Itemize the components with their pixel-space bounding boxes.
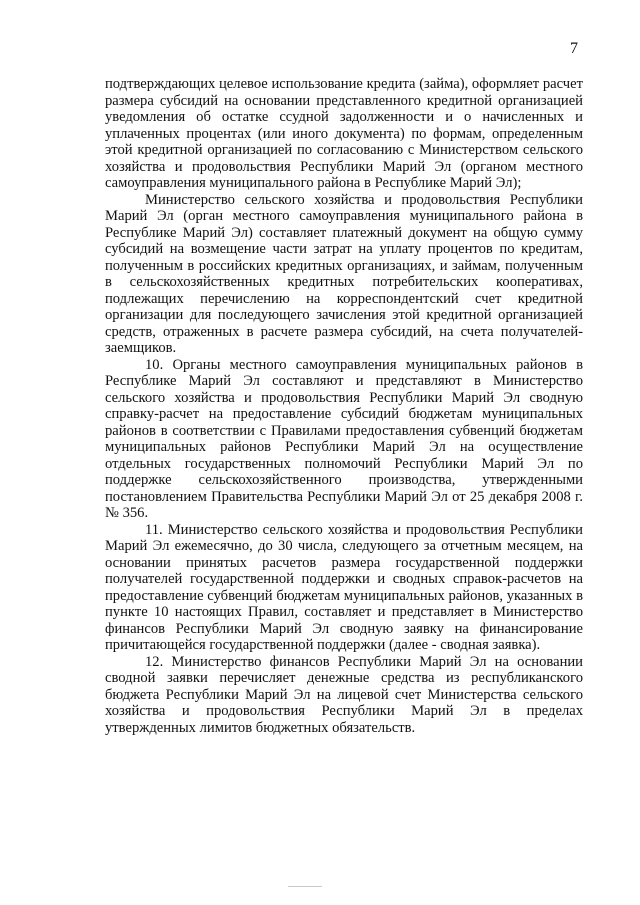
paragraph-payment-document: Министерство сельского хозяйства и продовольствия Республики Марий Эл (орган местного самоуправления муниципального района в Республике Марий Эл) составляет платежный документ на общую сумму субсидий на возмещение части затрат на уплату процентов по кредитам, полученным в российских кредитных организациях, и займам, полученным в сельскохозяйственных кредитных потребительских кооперативах, подлежащих перечислению на корреспондентский счет кредитной организации для последующего зачисления этой кредитной организацией средств, отраженных в расчете размера субсидий, на счета получателей-заемщиков. xyxy=(105,191,583,356)
paragraph-item-11: 11. Министерство сельского хозяйства и продовольствия Республики Марий Эл ежемесячно, до 30 числа, следующего за отчетным месяцем, на основании принятых расчетов размера государственной поддержки получателей государственной поддержки и сводных справок-расчетов на предоставление субвенций бюджетам муниципальных районов, указанных в пункте 10 настоящих Правил, составляет и представляет в Министерство финансов Республики Марий Эл сводную заявку на финансирование причитающейся государственной поддержки (далее - сводная заявка). xyxy=(105,521,583,653)
paragraph-item-12: 12. Министерство финансов Республики Марий Эл на основании сводной заявки перечисляет денежные средства из республиканского бюджета Республики Марий Эл на лицевой счет Министерства сельского хозяйства и продовольствия Республики Марий Эл в пределах утвержденных лимитов бюджетных обязательств. xyxy=(105,653,583,736)
scan-artifact xyxy=(288,886,322,887)
paragraph-continuation: подтверждающих целевое использование кредита (займа), оформляет расчет размера субсидий на основании представленного кредитной организацией уведомления об остатке ссудной задолженности и о начисленных и уплаченных процентах (или иного документа) по формам, определенным этой кредитной организацией по согласованию с Министерством сельского хозяйства и продовольствия Республики Марий Эл (органом местного самоуправления муниципального района в Республике Марий Эл); xyxy=(105,76,583,191)
paragraph-item-10: 10. Органы местного самоуправления муниципальных районов в Республике Марий Эл составляют и представляют в Министерство сельского хозяйства и продовольствия Республики Марий Эл сводную справку-расчет на предоставление субсидий бюджетам муниципальных районов в соответствии с Правилами предоставления субвенций бюджетам муниципальных районов Республики Марий Эл на осуществление отдельных государственных полномочий Республики Марий Эл по поддержке сельскохозяйственного производства, утвержденными постановлением Правительства Республики Марий Эл от 25 декабря 2008 г. № 356. xyxy=(105,356,583,521)
document-body xyxy=(105,76,583,736)
page-number: 7 xyxy=(570,40,578,57)
